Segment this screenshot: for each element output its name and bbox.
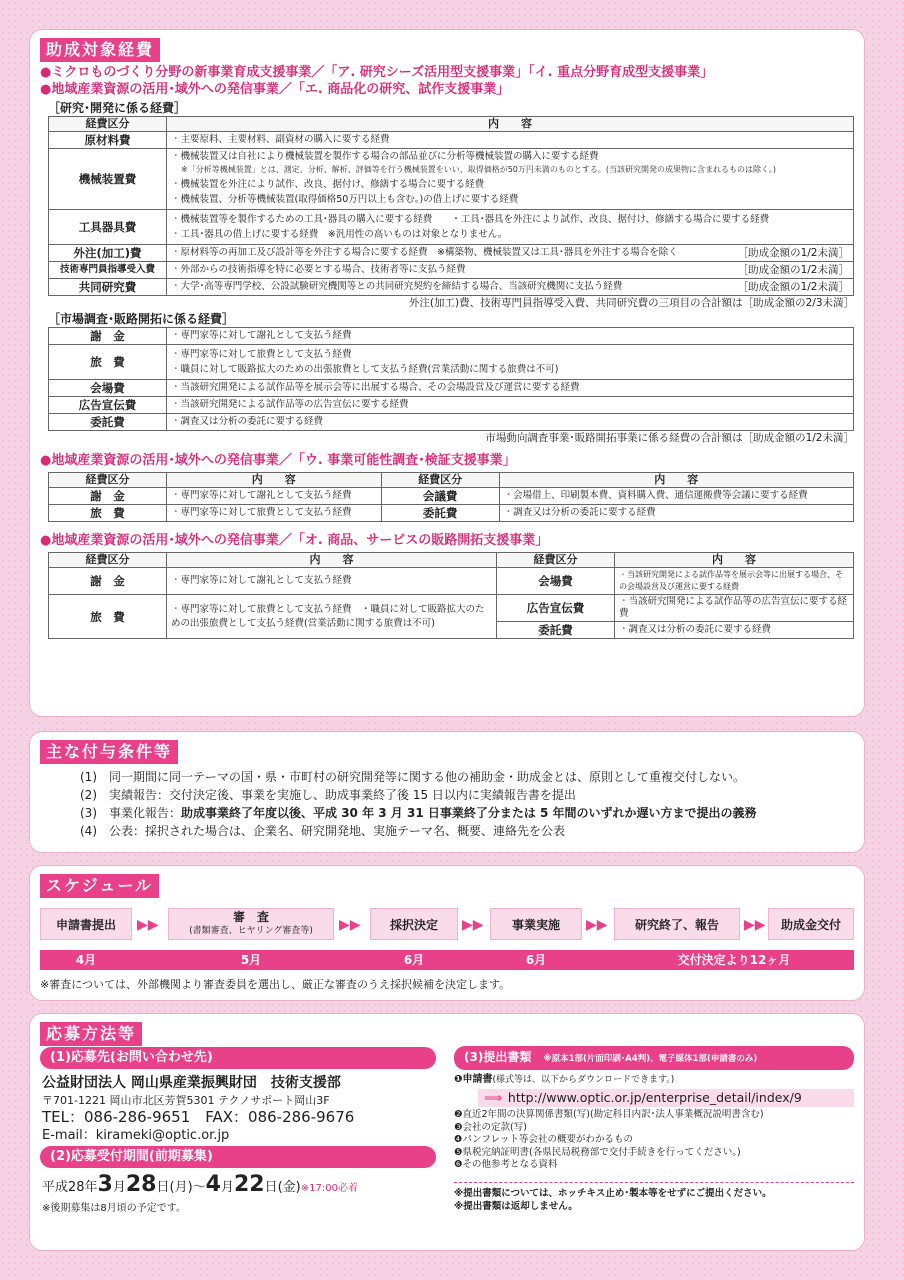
marketing-expense-table: [48, 327, 854, 431]
table-row: [49, 488, 854, 505]
row-category: 旅 費: [49, 595, 167, 639]
row-category: 委託費: [49, 414, 167, 431]
table-row: [49, 505, 854, 522]
email-link[interactable]: E-mail：kirameki@optic.or.jp: [42, 1128, 230, 1143]
row-category: 会場費: [497, 568, 615, 595]
row-category: 旅 費: [49, 345, 167, 380]
col-content-header: 内 容: [167, 117, 854, 132]
doc-item: ❸会社の定款(写): [454, 1121, 527, 1133]
doc-item: ❶申請書(様式等は、以下からダウンロードできます。): [454, 1074, 675, 1085]
row-category: 謝 金: [49, 328, 167, 345]
arrow-right-icon: ▶▶: [586, 917, 608, 933]
table-row: [49, 380, 854, 397]
doc-item: ❹パンフレット等会社の概要がわかるもの: [454, 1134, 634, 1145]
rd-total-note: 外注(加工)費、技術専門員指導受入費、共同研究費の三項目の合計額は［助成金額の2/3未満］: [408, 297, 854, 309]
arrow-right-icon: ▶▶: [744, 917, 766, 933]
row-category: 広告宣伝費: [497, 595, 615, 622]
address: 〒701-1221 岡山市北区芳賀5301 テクノサポート岡山3F: [42, 1094, 330, 1107]
col-content-header: 内 容: [167, 473, 382, 488]
row-item: ・ 工具･器具の借上げに要する経費 ※汎用性の高いものは対象となりません。: [171, 227, 849, 242]
documents-heading: (3)提出書類 ※原本1部(片面印刷･A4判)、電子媒体1部(申請書のみ): [454, 1046, 854, 1070]
table-row: [49, 595, 854, 622]
month-label: 5月: [240, 953, 262, 967]
period-note: ※後期募集は8月頃の予定です。: [42, 1203, 186, 1214]
schedule-panel: [30, 866, 864, 1000]
col-cat-header: 経費区分: [49, 473, 167, 488]
rd-label: ［研究･開発に係る経費］: [48, 101, 187, 115]
arrow-right-icon: ▶▶: [462, 917, 484, 933]
row-item: ・ 主要原料、主要材料、副資材の購入に要する経費: [171, 134, 849, 146]
condition-item: (4) 公表：採択された場合は、企業名、研究開発地、実施テーマ名、概要、連絡先を公表: [80, 824, 566, 838]
schedule-steps: [40, 908, 854, 942]
condition-item: (1) 同一期間に同一テーマの国・県・市町村の研究開発等に関する他の補助金・助成金とは、原則として重複交付しない。: [80, 770, 746, 784]
table-row: [49, 149, 854, 210]
row-item: ・ 当該研究開発による試作品等の広告宣伝に要する経費: [171, 399, 849, 411]
doc-item: ❺県税完納証明書(各県民局税務部で交付手続きを行ってください。): [454, 1146, 741, 1158]
table-row: [49, 210, 854, 245]
row-note: ※「分析等機械装置」とは、測定、分析、解析、評価等を行う機械装置をいい、取得価格が50万円未満のものとする。(当該研究開発の成果物に含まれるものは除く。): [181, 165, 776, 174]
application-panel: [30, 1014, 864, 1250]
row-category: 委託費: [381, 505, 499, 522]
table-row: [49, 414, 854, 431]
row-item: ・ 調査又は分析の委託に要する経費: [504, 507, 849, 519]
section-title-schedule: スケジュール: [40, 874, 159, 898]
row-item: ・ 大学･高等専門学校、公設試験研究機関等との共同研究契約を締結する場合、当該研究機関に支払う経費: [171, 281, 849, 293]
divider: [454, 1182, 854, 1183]
row-limit-tag: ［助成金額の1/2未満］: [737, 247, 849, 259]
row-category: 委託費: [497, 622, 615, 639]
doc-note: ※提出書類は返却しません。: [454, 1200, 578, 1212]
contact-heading: (1)応募先(お問い合わせ先): [40, 1047, 436, 1069]
arrow-right-icon: ▶▶: [339, 917, 361, 933]
row-category: 外注(加工)費: [49, 245, 167, 262]
row-item: ・ 専門家等に対して旅費として支払う経費: [171, 507, 377, 519]
sales-channel-expense-table: [48, 552, 854, 639]
program-heading-4: ●地域産業資源の活用･域外への発信事業／「オ. 商品、サービスの販路開拓支援事業」: [40, 533, 549, 548]
rd-expense-table: [48, 116, 854, 296]
row-category: 技術専門員指導受入費: [49, 262, 167, 279]
row-item: ・ 機械装置等を製作するための工具･器具の購入に要する経費 ・工具･器具を外注により試作、改良、据付け、修繕する場合に要する経費: [171, 212, 849, 227]
row-item: ・ 専門家等に対して謝礼として支払う経費: [171, 575, 492, 587]
col-cat-header: 経費区分: [49, 117, 167, 132]
col-cat-header: 経費区分: [49, 553, 167, 568]
schedule-step: 研究終了、報告: [614, 908, 740, 940]
row-item: ・ 職員に対して販路拡大のための出張旅費として支払う経費(営業活動に関する旅費は不可): [171, 362, 849, 377]
col-content-header: 内 容: [615, 553, 854, 568]
table-row: [49, 568, 854, 595]
row-category: 広告宣伝費: [49, 397, 167, 414]
month-label: 4月: [75, 953, 97, 967]
row-item: ・ 原材料等の再加工及び設計等を外注する場合に要する経費 ※構築物、機械装置又は工具･器具を外注する場合を除く: [171, 247, 849, 259]
row-item: ・ 当該研究開発による試作品等を展示会等に出展する場合、その会場設営及び運営に要する経費: [619, 569, 849, 593]
row-item: ・ 専門家等に対して旅費として支払う経費: [171, 347, 849, 362]
schedule-step: 採択決定: [370, 908, 458, 940]
month-label: 6月: [403, 953, 425, 967]
row-item: ・ 機械装置、分析等機械装置(取得価格50万円以上も含む。)の借上げに要する経費: [171, 192, 849, 207]
condition-item: (3) 事業化報告：助成事業終了年度以後、平成 30 年 3 月 31 日事業終了分または 5 年間のいずれか遅い方まで提出の義務: [80, 806, 757, 820]
table-row: [49, 245, 854, 262]
program-heading-2: ●地域産業資源の活用･域外への発信事業／「エ. 商品化の研究、試作支援事業」: [40, 82, 510, 97]
doc-item: ❻その他参考となる資料: [454, 1159, 558, 1170]
schedule-step: 申請書提出: [40, 908, 132, 940]
eligible-expenses-panel: [30, 30, 864, 716]
row-category: 会場費: [49, 380, 167, 397]
row-item: ・ 会場借上、印刷製本費、資料購入費、通信運搬費等会議に要する経費: [504, 490, 849, 502]
row-category: 工具器具費: [49, 210, 167, 245]
section-title-expenses: 助成対象経費: [40, 38, 160, 62]
row-item: ・ 外部からの技術指導を特に必要とする場合、技術者等に支払う経費: [171, 264, 849, 276]
col-content-header: 内 容: [499, 473, 853, 488]
schedule-step: 助成金交付: [768, 908, 854, 940]
download-url-bar[interactable]: [478, 1089, 854, 1107]
schedule-months-bar: [40, 950, 854, 970]
row-item: ・ 専門家等に対して謝礼として支払う経費: [171, 490, 377, 502]
doc-note: ※提出書類については、ホッチキス止め･製本等をせずにご提出ください。: [454, 1187, 772, 1199]
row-item: ・ 調査又は分析の委託に要する経費: [171, 416, 849, 428]
organization-name: 公益財団法人 岡山県産業振興財団 技術支援部: [42, 1075, 341, 1091]
download-url[interactable]: http://www.optic.or.jp/enterprise_detail/index/9: [507, 1090, 802, 1105]
arrow-right-icon: ▶▶: [137, 917, 159, 933]
row-item: ・ 当該研究開発による試作品等を展示会等に出展する場合、その会場設営及び運営に要する経費: [171, 382, 849, 394]
feasibility-expense-table: [48, 472, 854, 522]
doc-item: ❷直近2年間の決算関係書類(写)(勘定科目内訳･法人事業概況説明書含む): [454, 1109, 764, 1120]
application-period: 平成28年3月28日(月)～4月22日(金)※17:00必着: [42, 1172, 358, 1197]
row-item: ・ 機械装置を外注により試作、改良、据付け、修繕する場合に要する経費: [171, 177, 849, 192]
table-row: [49, 132, 854, 149]
arrow-right-icon: ⟹: [484, 1090, 502, 1105]
row-limit-tag: ［助成金額の1/2未満］: [737, 264, 849, 276]
row-category: 原材料費: [49, 132, 167, 149]
table-row: [49, 262, 854, 279]
col-content-header: 内 容: [167, 553, 497, 568]
col-cat-header: 経費区分: [381, 473, 499, 488]
col-cat-header: 経費区分: [497, 553, 615, 568]
section-title-application: 応募方法等: [40, 1022, 142, 1046]
row-category: 謝 金: [49, 488, 167, 505]
row-category: 機械装置費: [49, 149, 167, 210]
schedule-step: 事業実施: [490, 908, 582, 940]
phone-fax: TEL：086-286-9651 FAX：086-286-9676: [42, 1108, 355, 1126]
program-heading-3: ●地域産業資源の活用･域外への発信事業／「ウ. 事業可能性調査･検証支援事業」: [40, 453, 516, 468]
table-row: [49, 345, 854, 380]
section-title-conditions: 主な付与条件等: [40, 740, 178, 764]
schedule-note: ※審査については、外部機関より審査委員を選出し、厳正な審査のうえ採択候補を決定します。: [40, 978, 511, 991]
row-category: 共同研究費: [49, 279, 167, 296]
row-limit-tag: ［助成金額の1/2未満］: [737, 281, 849, 293]
month-label: 6月: [525, 953, 547, 967]
row-category: 謝 金: [49, 568, 167, 595]
row-item: ・ 専門家等に対して旅費として支払う経費 ・職員に対して販路拡大のための出張旅費として支払う経費(営業活動に関する旅費は不可): [171, 603, 492, 631]
table-row: [49, 328, 854, 345]
row-item: ・ 当該研究開発による試作品等の広告宣伝に要する経費: [619, 596, 849, 620]
month-label: 交付決定より12ヶ月: [677, 953, 791, 967]
table-row: [49, 397, 854, 414]
table-row: [49, 279, 854, 296]
row-item: ・ 専門家等に対して謝礼として支払う経費: [171, 330, 849, 342]
marketing-label: ［市場調査･販路開拓に係る経費］: [48, 312, 235, 326]
conditions-panel: [30, 732, 864, 852]
program-heading-1: ●ミクロものづくり分野の新事業育成支援事業／「ア. 研究シーズ活用型支援事業」「イ. 重点分野育成型支援事業」: [40, 65, 714, 80]
row-item: ・ 調査又は分析の委託に要する経費: [619, 624, 849, 636]
condition-item: (2) 実績報告：交付決定後、事業を実施し、助成事業終了後 15 日以内に実績報告書を提出: [80, 788, 576, 802]
period-heading: (2)応募受付期間(前期募集): [40, 1146, 436, 1168]
row-category: 会議費: [381, 488, 499, 505]
schedule-step: 審 査 (書類審査、ヒヤリング審査等): [168, 908, 334, 940]
row-item: ・ 機械装置又は自社により機械装置を製作する場合の部品並びに分析等機械装置の購入に要する経費: [171, 151, 849, 163]
row-category: 旅 費: [49, 505, 167, 522]
marketing-total-note: 市場動向調査事業･販路開拓事業に係る経費の合計額は［助成金額の1/2未満］: [485, 432, 854, 444]
